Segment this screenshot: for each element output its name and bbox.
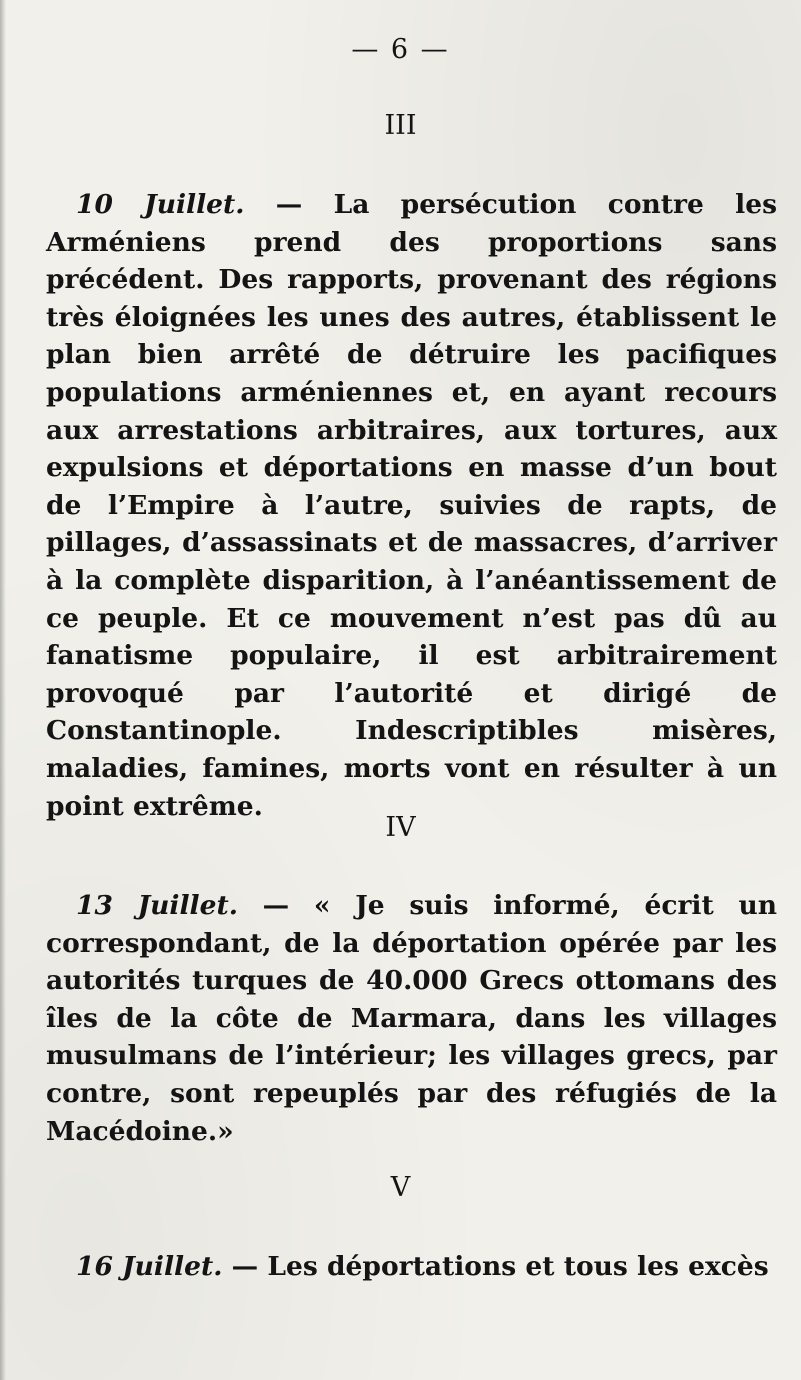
- section-iii-date: 10 Juillet.: [76, 189, 245, 220]
- page-number: — 6 —: [351, 34, 450, 65]
- section-iv-date: 13 Juillet.: [76, 890, 238, 921]
- section-v-paragraph: [46, 1248, 777, 1286]
- section-heading-iv: IV: [385, 812, 416, 843]
- section-v-text: — Les déportations et tous les excès: [222, 1251, 769, 1282]
- section-iii-text: — La persécution contre les Arméniens prend des proportions sans précédent. Des rapports, provenant des régions très éloignées les unes des autres, établissent le plan bien arrêté de détruire les pacifiques populations arméniennes et, en ayant recours aux arrestations arbitraires, aux tortures, aux expulsions et déportations en masse d’un bout de l’Empire à l’autre, suivies de rapts, de pillages, d’assassinats et de massacres, d’arriver à la complète disparition, à l’anéantissement de ce peuple. Et ce mouvement n’est pas dû au fanatisme populaire, il est arbitrairement provoqué par l’autorité et dirigé de Constantinople. Indescriptibles misères, maladies, famines, morts vont en résulter à un point extrême.: [46, 189, 778, 822]
- section-iv-text: — « Je suis informé, écrit un correspondant, de la déportation opérée par les autorités turques de 40.000 Grecs ottomans des îles de la côte de Marmara, dans les villages musulmans de l’intérieur; les villages grecs, par contre, sont repeuplés par des réfugiés de la Macédoine.»: [46, 890, 778, 1147]
- section-iii-paragraph: [46, 186, 777, 825]
- section-heading-v: V: [390, 1172, 411, 1203]
- section-heading-iii: III: [384, 110, 417, 141]
- section-v-date: 16 Juillet.: [76, 1251, 223, 1282]
- section-iv-paragraph: [46, 887, 777, 1150]
